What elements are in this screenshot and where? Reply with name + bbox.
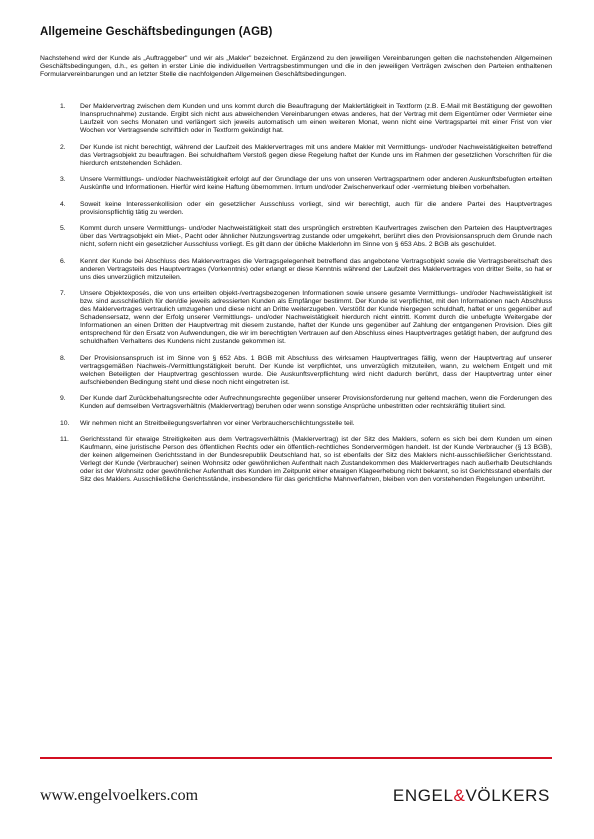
clause-item: [40, 436, 552, 484]
brand-logo: [393, 786, 550, 806]
clause-text: Unsere Vermittlungs- und/oder Nachweistätigkeit erfolgt auf der Grundlage der uns von unseren Vertragspartnern oder anderen Auskunftsbefugten erteilten Auskünfte und Informationen. Hierfür wird keine Haftung übernommen. Irrtum und/oder Zwischenverkauf oder -vermietung bleiben vorbehalten.: [80, 176, 552, 191]
clause-item: [40, 201, 552, 217]
clause-item: [40, 395, 552, 411]
clause-item: [40, 103, 552, 135]
clause-text: Der Kunde ist nicht berechtigt, während der Laufzeit des Maklervertrages mit uns andere Makler mit Vermittlungs- und/oder Nachweistätigkeiten betreffend das Vertragsobjekt zu beauftragen. Bei schuldhaftem Verstoß gegen diese Regelung haftet der Kunde uns im Rahmen der gesetzlichen Vorschriften für die hierdurch entstehenden Schäden.: [80, 143, 552, 167]
intro-paragraph: Nachstehend wird der Kunde als „Auftraggeber" und wir als „Makler" bezeichnet. Ergänzend zu den jeweiligen Vereinbarungen gelten die nachstehenden Allgemeinen Geschäftsbedingungen, d.h., es gelten in erster Linie die individuellen Vertragsbestimmungen und die in den jeweiligen Verträgen zwischen den Parteien enthaltenen Formularvereinbarungen und an letzter Stelle die nachfolgenden Allgemeinen Geschäftsbedingungen.: [40, 55, 552, 78]
logo-text-left: ENGEL: [392, 786, 454, 805]
clause-number: 4.: [60, 200, 66, 208]
clause-number: 1.: [60, 103, 66, 110]
clause-item: [40, 420, 552, 428]
clause-text: Unsere Objektexposés, die von uns erteilten objekt-/vertragsbezogenen Informationen sowie unsere gesamte Vermittlungs- und/oder Nachweistätigkeit ist bzw. sind ausschließlich für den/die jeweils adressierten Kunden als Empfänger bestimmt. Der Kunde ist verpflichtet, mit den Informationen nach Abschluss des Maklervertrages vertraulich umzugehen und diese nicht an Dritte weiterzugeben. Verstößt der Kunde hiergegen schuldhaft, haftet er uns gegenüber auf Schadensersatz, wenn der Erfolg unserer Vermittlungs- und/oder Nachweistätigkeit hierdurch nicht eintritt. Kommt durch die unbefugte Weitergabe der Informationen an einen Dritten der Hauptvertrag mit diesem zustande, haftet der Kunde uns gegenüber auf Zahlung der entgangenen Provision. Dies gilt entsprechend für den Ersatz von Aufwendungen, die wir im berechtigten Vertrauen auf den Abschluss eines Hauptvertrages getätigt haben, der aufgrund des schuldhaften Verhaltens des Kundens nicht zustande gekommen ist.: [80, 290, 552, 345]
logo-ampersand: &: [453, 786, 466, 805]
clause-item: [40, 176, 552, 192]
logo-text-right: VÖLKERS: [465, 786, 550, 805]
page-title: Allgemeine Geschäftsbedingungen (AGB): [40, 26, 273, 38]
clause-text: Kommt durch unsere Vermittlungs- und/oder Nachweistätigkeit statt des ursprünglich erstrebten Kaufvertrages zwischen den Parteien des Hauptvertrages über das Vertragsobjekt ein Miet-, Pacht oder ähnlicher Nutzungsvertrag zustande oder umgekehrt, berührt dies den Provisionsanspruch dem Grunde nach nicht, sofern nicht ein gesetzlicher Ausschluss vorliegt. Es gilt dann der übliche Maklerlohn im Sinne von § 653 Abs. 2 BGB als geschuldet.: [80, 225, 552, 248]
clause-number: 5.: [60, 225, 66, 232]
clause-number: 11.: [60, 436, 69, 443]
clause-number: 6.: [60, 257, 66, 265]
clause-text: Soweit keine Interessenkollision oder ein gesetzlicher Ausschluss vorliegt, sind wir berechtigt, auch für die andere Partei des Hauptvertrages provisionspflichtig tätig zu werden.: [80, 200, 552, 216]
clause-number: 3.: [60, 176, 66, 183]
clause-text: Kennt der Kunde bei Abschluss des Maklervertrages die Vertragsgelegenheit betreffend das angebotene Vertragsobjekt sowie die Vertragsbereitschaft des anderen Vertragsteils des Hauptvertrages (Vorkenntnis) oder erlangt er diese Kenntnis während der Laufzeit des Maklervertrages von dritter Seite, so hat er uns dies unverzüglich mitzuteilen.: [80, 257, 552, 281]
clause-list: [40, 103, 552, 493]
clause-text: Wir nehmen nicht an Streitbeilegungsverfahren vor einer Verbraucherschlichtungsstelle teil.: [80, 419, 355, 427]
clause-item: [40, 225, 552, 249]
clause-text: Der Kunde darf Zurückbehaltungsrechte oder Aufrechnungsrechte gegenüber unserer Provisionsforderung nur geltend machen, wenn die Forderungen des Kunden auf demselben Vertragsverhältnis (Maklervertrag) beruhen oder wenn sonstige Ansprüche unbestritten oder rechtskräftig tituliert sind.: [80, 395, 552, 410]
clause-text: Der Provisionsanspruch ist im Sinne von § 652 Abs. 1 BGB mit Abschluss des wirksamen Hauptvertrages fällig, wenn der Hauptvertrag auf unserer vertragsgemäßen Nachweis-/Vermittlungstätigkeit beruht. Der Kunde ist verpflichtet, uns unverzüglich mitzuteilen, wann, zu welchem Entgelt und mit welchen Beteiligten der Hauptvertrag geschlossen wurde. Die Auskunftsverpflichtung wird nicht dadurch berührt, dass der Hauptvertrag unter einer aufschiebenden Bedingung steht und diese noch nicht eingetreten ist.: [80, 354, 552, 386]
website-link[interactable]: www.engelvoelkers.com: [40, 787, 199, 804]
clause-number: 8.: [60, 354, 66, 362]
clause-number: 10.: [60, 419, 70, 427]
clause-item: [40, 144, 552, 168]
clause-item: [40, 258, 552, 282]
clause-number: 7.: [60, 290, 66, 297]
clause-text: Der Maklervertrag zwischen dem Kunden und uns kommt durch die Beauftragung der Maklertätigkeit in Textform (z.B. E-Mail mit Bestätigung der gewollten Inanspruchnahme) zustande. Ergibt sich nicht aus abweichenden Vereinbarungen etwas anderes, hat der Vertrag mit dem Eigentümer oder Vermieter eine Laufzeit von sechs Monaten und verlängert sich jeweils automatisch um einen weiteren Monat, wenn nicht eine Vertragspartei mit einer Frist von vier Wochen vor Vertragsende schriftlich oder in Textform gekündigt hat.: [80, 103, 552, 134]
clause-item: [40, 355, 552, 387]
clause-number: 9.: [60, 395, 66, 402]
clause-number: 2.: [60, 143, 66, 151]
footer-divider: [40, 757, 552, 759]
clause-item: [40, 290, 552, 346]
clause-text: Gerichtsstand für etwaige Streitigkeiten aus dem Vertragsverhältnis (Maklervertrag) ist der Sitz des Maklers, sofern es sich bei dem Kunden um einen Kaufmann, eine juristische Person des öffentlichen Rechts oder ein öffentlich-rechtliches Sondervermögen handelt. Ist der Kunde Verbraucher (§ 13 BGB), der keinen allgemeinen Gerichtsstand in der Bundesrepublik Deutschland hat, so ist ebenfalls der Sitz des Maklers nicht-ausschließlicher Gerichtsstand. Verlegt der Kunde (Verbraucher) seinen Wohnsitz oder gewöhnlichen Aufenthalt nach Zustandekommen des Maklervertrages nach außerhalb Deutschlands oder ist der Wohnsitz oder gewöhnlicher Aufenthalt des Kunden im Zeitpunkt einer etwaigen Klageerhebung nicht bekannt, so ist Gerichtsstand ebenfalls der Sitz des Maklers. Ausschließliche Gerichtsstände, insbesondere für das gerichtliche Mahnverfahren, bleiben von den vorstehenden Regelungen unberührt.: [80, 436, 552, 483]
